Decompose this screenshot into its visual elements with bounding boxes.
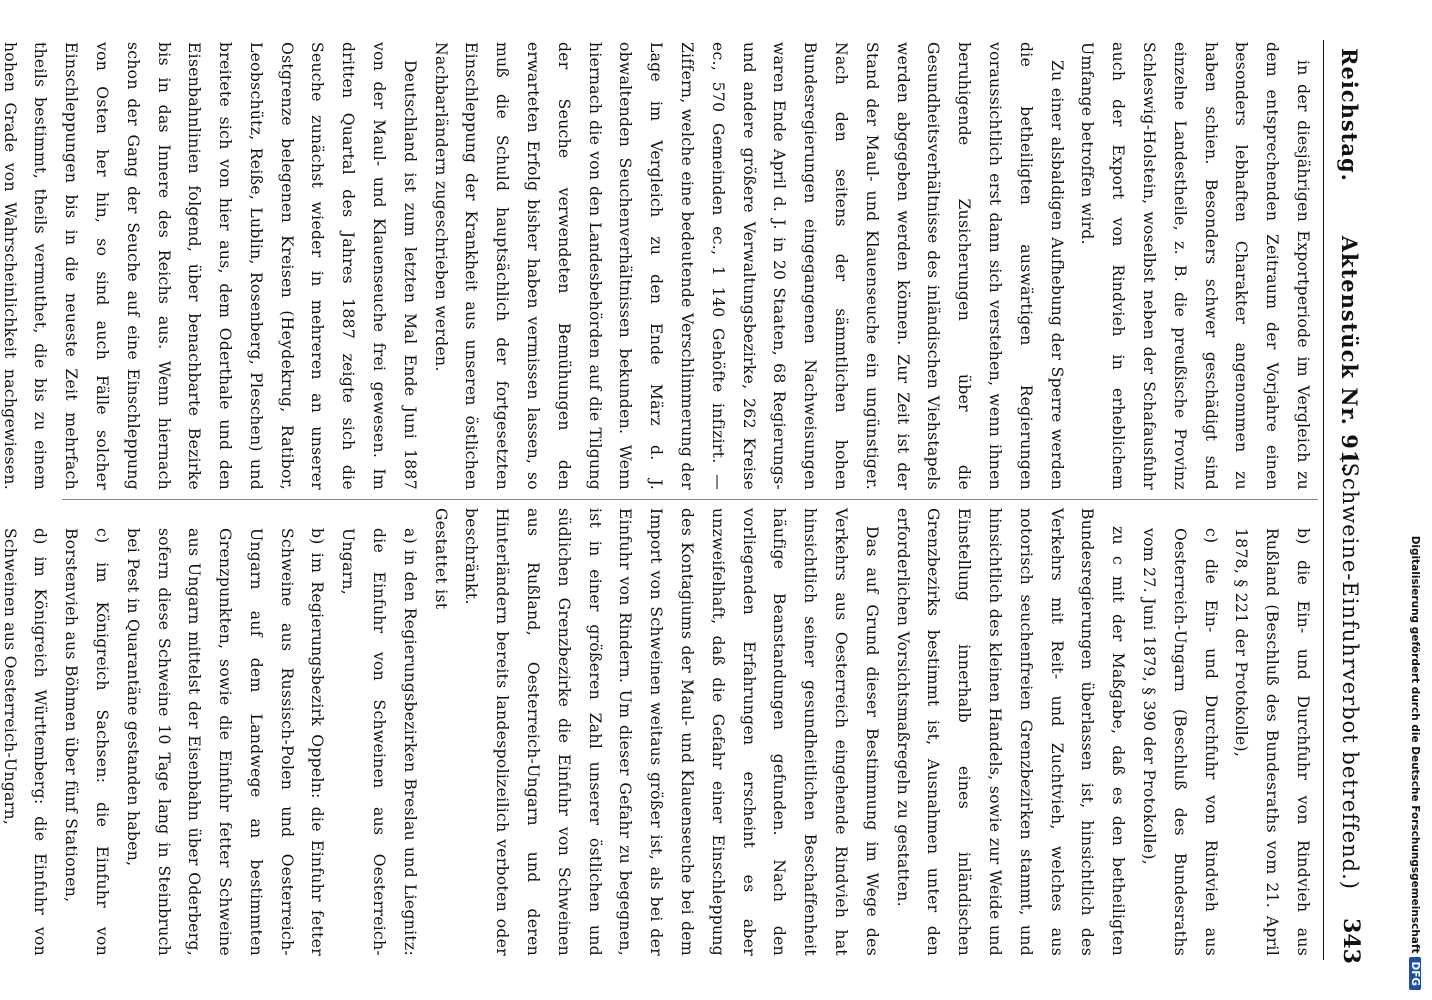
left-column (0, 42, 1318, 490)
header-center: Aktenstück Nr. 91. (1337, 235, 1362, 474)
paragraph: Zu einer alsbaldigen Aufhebung der Sperre werden die betheiligten auswärtigen Regierungen voraussichtlich erst dann sich verstehen, wenn ihnen beruhigende Zusicherungen über die Gesundheitsverhältnisse des inländischen Viehstapels werden abgegeben werden können. Zur Zeit ist der Stand der Maul- und Klauenseuche ein ungünstiger. Nach den seitens der sämmtlichen hohen Bundesregierungen eingegangenen Nachweisungen waren Ende April d. J. in 20 Staaten, 68 Regierungs- und andere größere Verwaltungsbezirke, 262 Kreise ec., 570 Gemeinden ec., 1 140 Gehöfte infizirt. — Ziffern, welche eine bedeutende Verschlimmerung der Lage im Vergleich zu den Ende März d. J. obwaltenden Seuchenverhältnissen bekunden. Wenn hiernach die von den Landesbehörden auf die Tilgung der Seuche verwendeten Bemühungen den erwarteten Erfolg bisher haben vermissen lassen, so muß die Schuld hauptsächlich der fortgesetzten Einschleppung der Krankheit aus unseren östlichen Nachbarländern zugeschrieben werden. (431, 42, 1066, 490)
header-right: (Schweine-Einfuhrverbot betreffend.) (1338, 453, 1362, 890)
paragraph: zu c mit der Maßgabe, daß es den betheiligten Bundesregierungen überlassen ist, hinsichtlich des Verkehrs mit Reit- und Zuchtvieh, welches aus notorisch seuchenfreien Grenzbezirken stammt, und hinsichtlich des kleinen Handels, sowie zur Weide und Einstellung innerhalb eines inländischen Grenzbezirks bestimmt ist, Ausnahmen unter den erforderlichen Vorsichtsmaßregeln zu gestatten. (893, 508, 1128, 956)
paragraph: c) die Ein- und Durchfuhr von Rindvieh aus Oesterreich-Ungarn (Beschluß des Bundesraths vom 27. Juni 1879, § 390 der Protokolle), (1140, 528, 1220, 956)
watermark-text: Digitalisierung gefördert durch die Deutsche Forschungsgemeinschaft (1409, 535, 1421, 954)
paragraph: c) im Königreich Sachsen: die Einfuhr von Borstenvieh aus Böhmen über fünf Stationen, (62, 528, 111, 956)
dfg-watermark (1402, 6, 1428, 996)
paragraph: Deutschland ist zum letzten Mal Ende Juni 1887 von der Maul- und Klauenseuche frei gewesen. Im dritten Quartal des Jahres 1887 zeigte sich die Seuche zunächst wieder in mehreren an unserer Ostgrenze belegenen Kreisen (Heydekrug, Ratibor, Leobschütz, Reiße, Lublin, Rosenberg, Pleschen) und breitete sich von hier aus, dem Oderthale und den Eisenbahnlinien folgend, über benachbarte Bezirke bis in das Innere des Reichs aus. Wenn hiernach schon der Gang der Seuche auf eine Einschleppung von Osten her hin, so sind auch Fälle solcher Einschleppungen bis in die neueste Zeit mehrfach theils bestimmt, theils vermuthet, die bis zu einem hohen Grade von Wahrscheinlichkeit nachgewiesen. (0, 42, 419, 490)
paragraph: d) im Königreich Württemberg: die Einfuhr von Schweinen aus Oesterreich-Ungarn, (0, 528, 50, 956)
header-left: Reichstag. Aktenstück Nr. 91. (1337, 48, 1362, 474)
paragraph: in der diesjährigen Exportperiode im Vergleich zu dem entsprechenden Zeitraum der Vorjahre einen besonders lebhaften Charakter angenommen zu haben schien. Besonders schwer geschädigt sind einzelne Landestheile, z. B. die preußische Provinz Schleswig-Holstein, woselbst neben der Schafausfuhr auch der Export von Rindvieh in erheblichem Umfange betroffen wird. (1078, 42, 1312, 490)
paragraph: Gestattet ist (431, 508, 450, 610)
page-number: 343 (1338, 918, 1364, 964)
paragraph: b) die Ein- und Durchfuhr von Rindvieh aus Rußland (Beschluß des Bundesraths vom 21. April 1878, § 221 der Protokolle), (1232, 528, 1312, 956)
document-page (0, 30, 1376, 970)
page-header (1323, 40, 1368, 964)
right-column (0, 508, 1318, 956)
paragraph: a) in den Regierungsbezirken Breslau und Liegnitz: die Einfuhr von Schweinen aus Oesterreich-Ungarn, (339, 528, 419, 956)
column-divider (62, 499, 1318, 500)
paragraph: b) im Regierungsbezirk Oppeln: die Einfuhr fetter Schweine aus Russisch-Polen und Oesterreich-Ungarn auf dem Landwege an bestimmten Grenzpunkten, sowie die Einfuhr fetter Schweine aus Ungarn mittelst der Eisenbahn über Oderberg, sofern diese Schweine 10 Tage lang in Steinbruch bei Pest in Quarantäne gestanden haben, (123, 528, 327, 956)
dfg-logo: DFG (1409, 957, 1421, 990)
paragraph: Das auf Grund dieser Bestimmung im Wege des Verkehrs aus Oesterreich eingehende Rindvieh hat hinsichtlich seiner gesundheitlichen Beschaffenheit häufige Beanstandungen gefunden. Nach den vorliegenden Erfahrungen erscheint es aber unzweifelhaft, daß die Gefahr einer Einschleppung des Kontagiums der Maul- und Klauenseuche bei dem Import von Schweinen weitaus größer ist, als bei der Einfuhr von Rindern. Um dieser Gefahr zu begegnen, ist in einer größeren Zahl unserer östlichen und südlichen Grenzbezirke die Einfuhr von Schweinen aus Rußland, Oesterreich-Ungarn und deren Hinterländern bereits landespolizeilich verboten oder beschränkt. (462, 508, 881, 956)
